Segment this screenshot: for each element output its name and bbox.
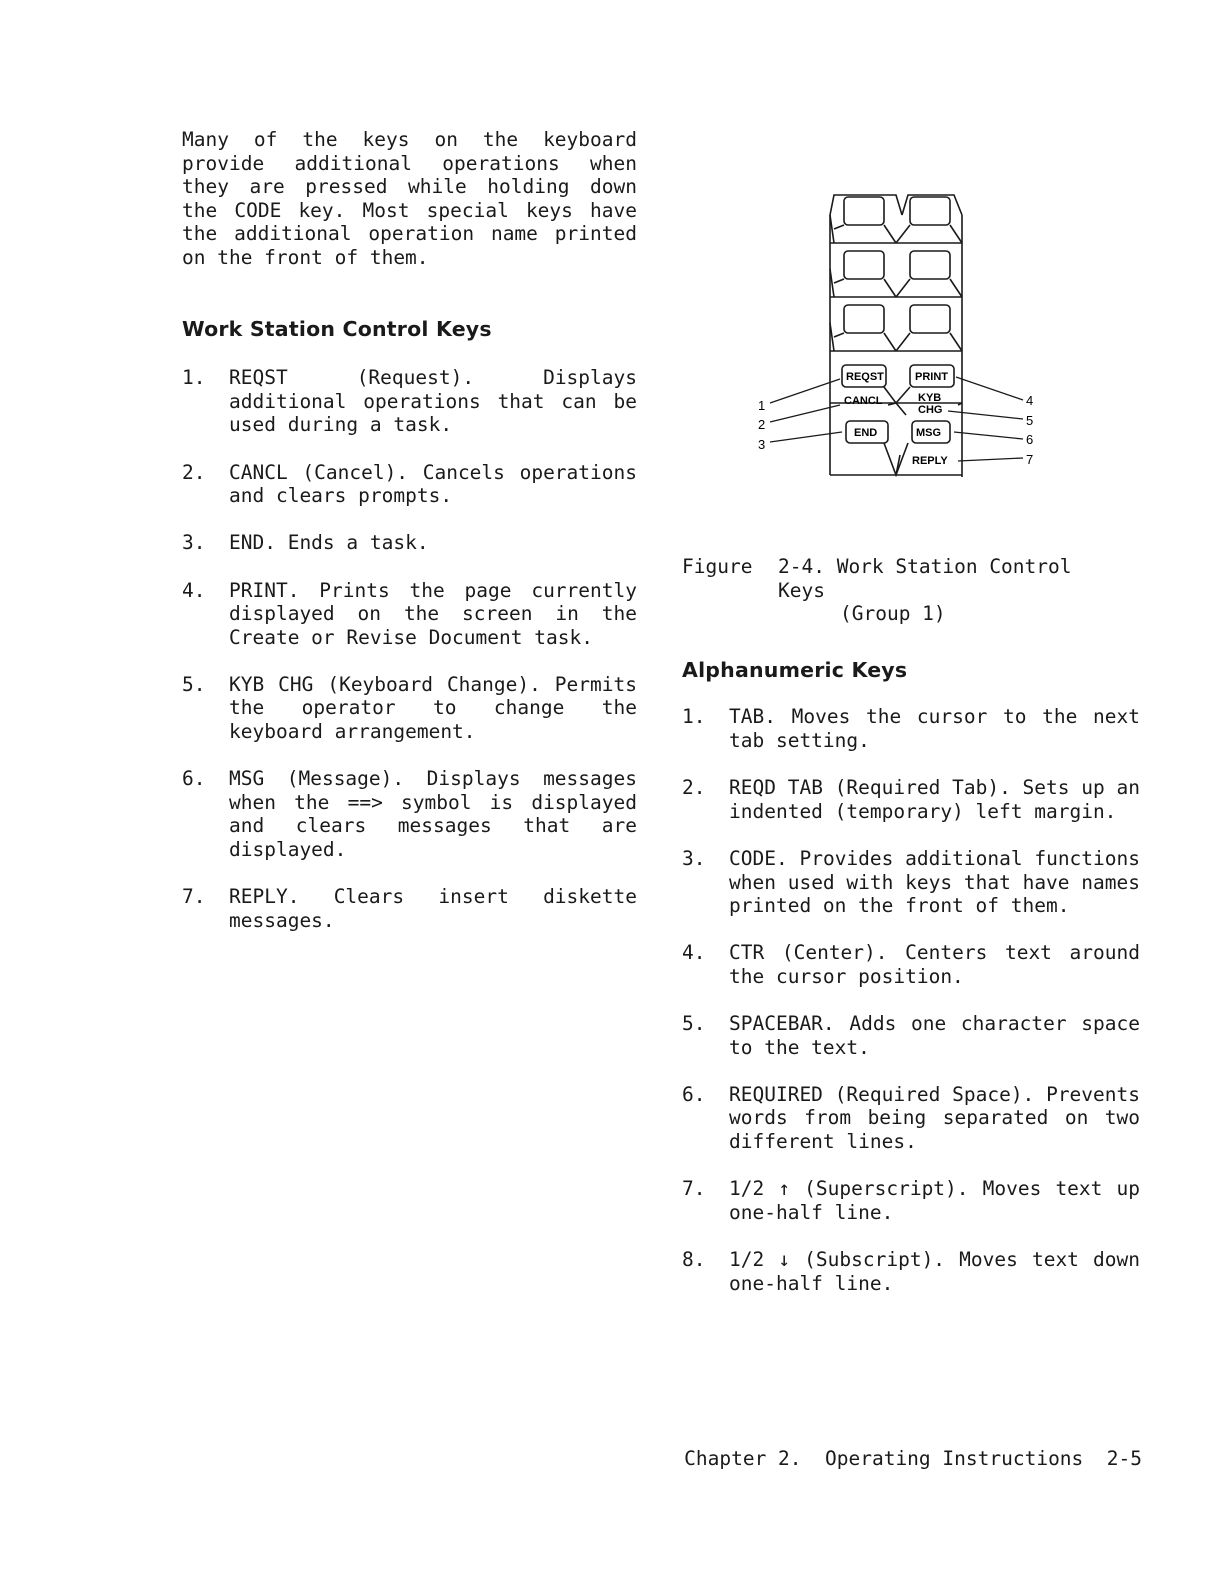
list-item: 8. 1/2 ↓ (Subscript). Moves text down one-half line. — [682, 1248, 1140, 1295]
callout-4: 4 — [1026, 393, 1034, 408]
callout-2: 2 — [758, 417, 766, 432]
intro-paragraph: Many of the keys on the keyboard provide additional operations when they are pressed while holding down the CODE key. Most special keys have the additional operation name printed on the front of them. — [182, 128, 637, 269]
cancl-key-label: CANCL — [844, 395, 883, 407]
page-footer: Chapter 2. Operating Instructions 2-5 — [684, 1447, 1142, 1470]
list-item: 3. CODE. Provides additional functions when used with keys that have names printed on the front of them. — [682, 846, 1140, 918]
figure-caption: Figure 2-4. Work Station Control Keys (Group 1) — [682, 555, 1072, 626]
alphanumeric-keys-list — [682, 705, 1140, 1295]
callout-6: 6 — [1026, 432, 1034, 447]
control-keys-heading: Work Station Control Keys — [182, 316, 492, 341]
list-item: 7. 1/2 ↑ (Superscript). Moves text up one-half line. — [682, 1177, 1140, 1224]
callout-5: 5 — [1026, 413, 1034, 428]
right-column — [682, 555, 1140, 1319]
list-item: 5. KYB CHG (Keyboard Change). Permits the operator to change the keyboard arrangement. — [182, 672, 637, 744]
list-item: 4. CTR (Center). Centers text around the cursor position. — [682, 941, 1140, 988]
chg-key-label: CHG — [918, 404, 943, 416]
list-item: 5. SPACEBAR. Adds one character space to the text. — [682, 1012, 1140, 1059]
list-item: 1. REQST (Request). Displays additional operations that can be used during a task. — [182, 366, 637, 437]
left-column — [182, 128, 637, 956]
kyb-key-label: KYB — [918, 392, 942, 404]
callout-7: 7 — [1026, 452, 1034, 467]
list-item: 2. REQD TAB (Required Tab). Sets up an indented (temporary) left margin. — [682, 776, 1140, 823]
list-item: 4. PRINT. Prints the page currently displayed on the screen in the Create or Revise Document task. — [182, 578, 637, 649]
print-key-label: PRINT — [915, 371, 948, 383]
control-keys-list — [182, 366, 637, 932]
end-key-label: END — [854, 427, 878, 439]
reqst-key-label: REQST — [846, 371, 884, 383]
list-item: 6. REQUIRED (Required Space). Prevents words from being separated on two different lines. — [682, 1082, 1140, 1154]
keyboard-illustration — [750, 185, 1050, 485]
callout-3: 3 — [758, 437, 766, 452]
msg-key-label: MSG — [916, 427, 942, 439]
list-item: 7. REPLY. Clears insert diskette messages. — [182, 885, 637, 932]
alphanumeric-keys-heading: Alphanumeric Keys — [682, 657, 908, 682]
list-item: 2. CANCL (Cancel). Cancels operations and clears prompts. — [182, 460, 637, 508]
list-item: 1. TAB. Moves the cursor to the next tab setting. — [682, 705, 1140, 752]
list-item: 6. MSG (Message). Displays messages when the ==> symbol is displayed and clears messages that are displayed. — [182, 767, 637, 862]
control-keys-figure — [750, 185, 1050, 485]
list-item: 3. END. Ends a task. — [182, 531, 429, 555]
reply-key-label: REPLY — [912, 455, 948, 467]
callout-1: 1 — [758, 398, 766, 413]
